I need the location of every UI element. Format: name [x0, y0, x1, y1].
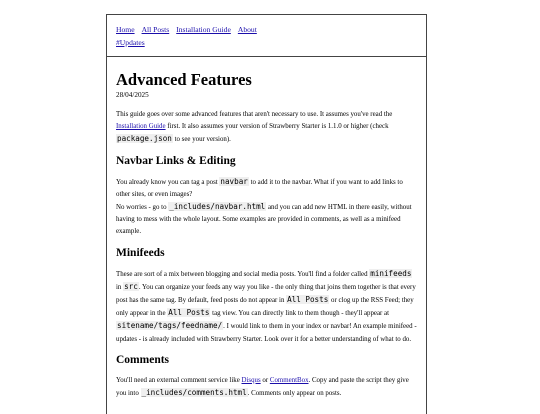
- navbar-text-1: You already know you can tag a post: [116, 178, 220, 186]
- nav-link-updates-tag[interactable]: #Updates: [116, 38, 145, 47]
- comments-text-2: or: [260, 376, 270, 384]
- page-container: [106, 14, 427, 414]
- comments-html-code: _includes/comments.html: [141, 388, 247, 398]
- intro-text-1: This guide goes over some advanced features that aren't necessary to use. It assumes you've read the: [116, 111, 393, 118]
- minifeeds-text-1: These are sort of a mix between blogging and social media posts. You'll find a folder called: [116, 270, 370, 278]
- intro-paragraph: [116, 109, 417, 147]
- all-posts-code-2: All Posts: [168, 308, 210, 318]
- heading-comments: Comments: [116, 353, 170, 366]
- minifeeds-text-6: . I would link to them in your index or navbar! An example minifeed - updates - is already included with Strawberry Starter. Look over it for a better understanding of what to do.: [116, 323, 417, 343]
- minifeeds-text-4: or clog up the RSS Feed; they only appear in the: [116, 297, 414, 318]
- comments-text-1: You'll need an external comment service like: [116, 376, 242, 384]
- navbar-paragraph: [116, 176, 417, 239]
- commentbox-link[interactable]: CommentBox: [269, 376, 309, 384]
- minifeeds-code: minifeeds: [370, 268, 412, 278]
- feed-url-code: sitename/tags/feedname/: [117, 321, 223, 331]
- comments-paragraph: [116, 375, 417, 400]
- intro-text-2: first. It also assumes your version of Strawberry Starter is 1.1.0 or higher (check: [165, 123, 389, 131]
- package-json-code: package.json: [117, 134, 172, 144]
- intro-text-3: to see your version).: [172, 136, 231, 144]
- minifeeds-text-2: in: [116, 283, 124, 291]
- post-date: 28/04/2025: [116, 91, 149, 99]
- installation-guide-link[interactable]: Installation Guide: [116, 123, 166, 131]
- minifeeds-text-5: tag view. You can directly link to them though - they'll appear at: [210, 310, 390, 318]
- nav-link-about[interactable]: About: [237, 25, 257, 34]
- article: [107, 57, 426, 400]
- navbar-text-2: to add it to the navbar. What if you want to add links to other sites, or even images?: [116, 178, 403, 198]
- heading-navbar: Navbar Links & Editing: [116, 154, 236, 167]
- all-posts-code-1: All Posts: [287, 295, 329, 305]
- src-code: src: [124, 281, 138, 291]
- comments-text-3: . Copy and paste the script they give you into: [116, 376, 409, 398]
- nav-link-installation-guide[interactable]: Installation Guide: [176, 25, 231, 34]
- heading-minifeeds: Minifeeds: [116, 246, 165, 259]
- navbar-text-4: and you can add new HTML in there easily, without having to mess with the whole layout. Some examples are provided in comments, as well as a minifeed example.: [116, 204, 412, 236]
- navbar-code: navbar: [220, 176, 248, 186]
- comments-text-4: . Comments only appear on posts.: [247, 390, 342, 398]
- navbar-html-code: _includes/navbar.html: [169, 202, 266, 212]
- navbar-text-3: No worries - go to: [116, 204, 169, 212]
- nav-link-all-posts[interactable]: All Posts: [141, 25, 170, 34]
- page-title: Advanced Features: [116, 70, 252, 89]
- minifeeds-paragraph: [116, 268, 417, 346]
- site-navbar: [107, 15, 426, 57]
- nav-link-home[interactable]: Home: [116, 25, 135, 34]
- disqus-link[interactable]: Disqus: [241, 376, 261, 384]
- minifeeds-text-3: . You can organize your feeds any way you like - the only thing that joins them together is that every post has the same tag. By default, feed posts do not appear in: [116, 283, 416, 305]
